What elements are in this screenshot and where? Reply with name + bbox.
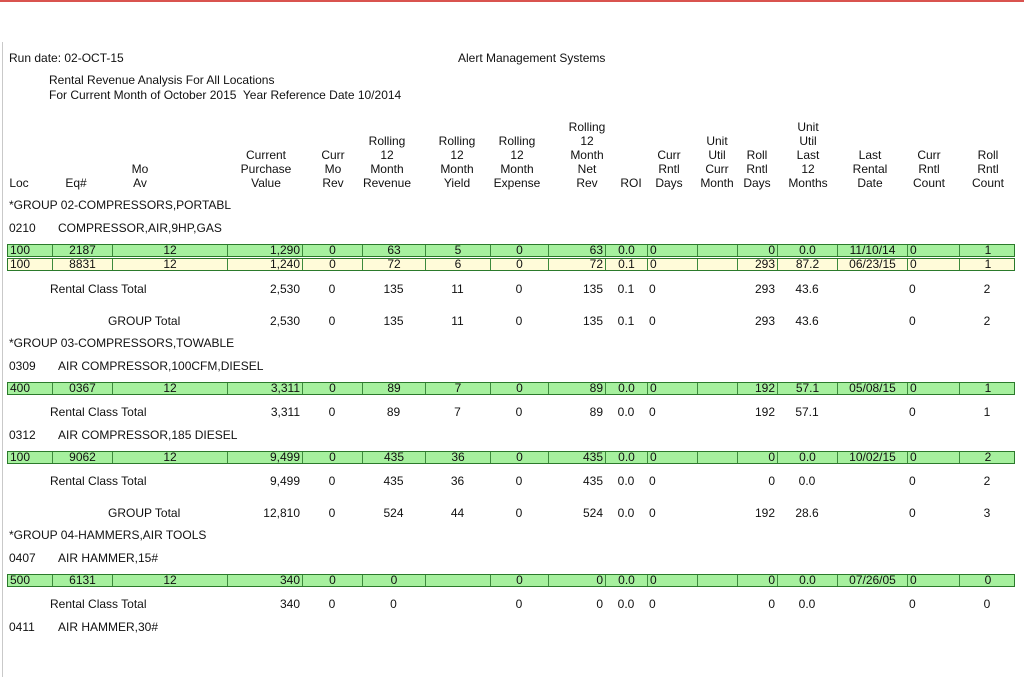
total-crc: 0 — [909, 282, 916, 296]
total-uul12: 0.0 — [798, 474, 816, 488]
class-code: 0210 — [9, 221, 36, 235]
column-header-line: Days — [655, 176, 683, 190]
column-header-line: Rntl — [918, 162, 940, 176]
column-header-line: Count — [971, 176, 1005, 190]
cell-r12net: 89 — [549, 383, 606, 394]
report-subtitle: For Current Month of October 2015 Year Reference Date 10/2014 — [49, 88, 402, 102]
cell-uucm — [698, 452, 738, 463]
total-cpv: 12,810 — [263, 506, 300, 520]
column-header-line: Unit — [797, 120, 819, 134]
column-header-line: Expense — [493, 176, 541, 190]
cell-r12exp: 0 — [491, 575, 549, 586]
column-header-line: Loc — [9, 176, 29, 190]
cell-lrd: 11/10/14 — [838, 245, 908, 256]
cell-r12net: 63 — [549, 245, 606, 256]
cell-r12yld — [426, 575, 491, 586]
column-header-line: Rolling — [498, 134, 536, 148]
cell-uul12: 0.0 — [778, 452, 838, 463]
cell-uul12: 0.0 — [778, 575, 838, 586]
table-row[interactable] — [7, 574, 1015, 587]
cell-uucm — [698, 245, 738, 256]
total-rrd: 293 — [754, 314, 775, 328]
total-rrd: 192 — [754, 405, 775, 419]
cell-cmr: 0 — [303, 383, 363, 394]
report-title: Rental Revenue Analysis For All Locations — [49, 73, 275, 87]
cell-crc: 0 — [908, 575, 960, 586]
total-r12yld: 11 — [451, 314, 464, 328]
cell-r12yld: 6 — [426, 259, 491, 270]
cell-lrd: 07/26/05 — [838, 575, 908, 586]
total-rrd: 192 — [754, 506, 775, 520]
cell-rrc: 1 — [984, 243, 992, 257]
total-roi: 0.0 — [617, 597, 635, 611]
cell-r12exp: 0 — [491, 452, 549, 463]
cell-crd: 0 — [648, 383, 698, 394]
class-code: 0411 — [9, 620, 35, 634]
total-crd: 0 — [649, 282, 656, 296]
total-crd: 0 — [649, 597, 656, 611]
column-header-line: Month — [440, 162, 474, 176]
total-rrc: 3 — [983, 506, 991, 520]
column-header-line: 12 — [801, 162, 815, 176]
total-crc: 0 — [909, 314, 916, 328]
table-row[interactable] — [7, 258, 1015, 271]
column-header-line: Rntl — [977, 162, 999, 176]
column-header-line: Rolling — [568, 120, 606, 134]
cell-lrd: 10/02/15 — [838, 452, 908, 463]
company-name: Alert Management Systems — [458, 51, 606, 65]
run-date: Run date: 02-OCT-15 — [9, 51, 124, 65]
column-header-line: Months — [788, 176, 828, 190]
total-r12yld: 36 — [450, 474, 465, 488]
column-header-line: Last — [858, 148, 882, 162]
class-code: 0312 — [9, 428, 36, 442]
total-r12rev: 89 — [386, 405, 401, 419]
total-cmr: 0 — [328, 282, 336, 296]
cell-r12net: 435 — [549, 452, 606, 463]
total-r12net: 435 — [582, 474, 603, 488]
column-header-line: Rev — [576, 176, 598, 190]
column-header-line: Yield — [443, 176, 471, 190]
cell-eq: 0367 — [53, 383, 113, 394]
cell-uul12: 87.2 — [778, 259, 838, 270]
total-cpv: 2,530 — [269, 282, 300, 296]
total-r12yld: 7 — [454, 405, 461, 419]
total-r12exp: 0 — [515, 314, 523, 328]
total-rrc: 0 — [983, 597, 991, 611]
cell-uucm — [698, 383, 738, 394]
cell-rrc: 1 — [984, 257, 992, 271]
total-cpv: 340 — [279, 597, 300, 611]
cell-r12rev: 63 — [363, 245, 426, 256]
column-header-line: Rolling — [368, 134, 406, 148]
total-label: GROUP Total — [108, 506, 181, 520]
cell-roi: 0.1 — [606, 259, 648, 270]
cell-r12exp: 0 — [491, 259, 549, 270]
class-code: 0309 — [9, 359, 36, 373]
cell-uul12: 57.1 — [778, 383, 838, 394]
class-name: AIR HAMMER,15# — [58, 551, 159, 565]
cell-rrd: 293 — [738, 259, 778, 270]
cell-r12yld: 36 — [426, 452, 491, 463]
column-header-line: 12 — [510, 148, 524, 162]
total-r12net: 0 — [596, 597, 603, 611]
cell-cmr: 0 — [303, 575, 363, 586]
total-r12rev: 435 — [383, 474, 404, 488]
cell-rrc: 1 — [984, 381, 992, 395]
cell-rrd: 192 — [738, 383, 778, 394]
group-label: *GROUP 02-COMPRESSORS,PORTABL — [9, 198, 232, 212]
column-header-line: Last — [796, 148, 820, 162]
total-label: Rental Class Total — [50, 597, 147, 611]
cell-crc: 0 — [908, 245, 960, 256]
cell-rrc: 0 — [984, 573, 992, 587]
class-name: AIR COMPRESSOR,100CFM,DIESEL — [58, 359, 264, 373]
cell-cmr: 0 — [303, 259, 363, 270]
cell-r12rev: 0 — [363, 575, 426, 586]
cell-crd: 0 — [648, 575, 698, 586]
cell-r12net: 72 — [549, 259, 606, 270]
cell-rrd: 0 — [738, 575, 778, 586]
column-header-line: Rntl — [746, 162, 768, 176]
cell-cmr: 0 — [303, 452, 363, 463]
column-header-line: ROI — [620, 176, 642, 190]
cell-loc: 100 — [8, 259, 53, 270]
cell-rrd: 0 — [738, 245, 778, 256]
total-r12exp: 0 — [515, 405, 523, 419]
cell-loc: 500 — [8, 575, 53, 586]
column-header-line: Rental — [852, 162, 888, 176]
total-r12exp: 0 — [515, 282, 523, 296]
cell-roi: 0.0 — [606, 383, 648, 394]
total-uul12: 43.6 — [795, 282, 819, 296]
column-header-line: Mo — [324, 162, 342, 176]
column-header-line: Revenue — [362, 176, 412, 190]
column-header-rrc[interactable] — [948, 148, 1024, 190]
left-frame-rule — [2, 42, 3, 677]
cell-uucm — [698, 259, 738, 270]
column-header-moav[interactable] — [100, 162, 180, 190]
cell-loc: 100 — [8, 245, 53, 256]
cell-cpv: 3,311 — [228, 383, 303, 394]
column-header-line: Util — [799, 134, 817, 148]
column-header-line: Curr — [917, 148, 941, 162]
cell-cpv: 340 — [228, 575, 303, 586]
cell-cpv: 1,240 — [228, 259, 303, 270]
total-r12yld — [427, 597, 488, 611]
column-header-line: Rntl — [658, 162, 680, 176]
cell-crc: 0 — [908, 259, 960, 270]
total-r12yld: 44 — [450, 506, 465, 520]
column-header-line: Mo — [131, 162, 149, 176]
column-header-r12exp[interactable] — [477, 134, 557, 190]
total-r12net: 524 — [582, 506, 603, 520]
cell-uucm — [698, 575, 738, 586]
column-header-line: 12 — [380, 148, 394, 162]
class-name: AIR HAMMER,30# — [58, 620, 159, 634]
total-r12rev: 135 — [383, 314, 404, 328]
total-roi: 0.0 — [617, 506, 635, 520]
total-rrd: 0 — [768, 474, 775, 488]
total-roi: 0.0 — [617, 474, 635, 488]
column-header-line: Purchase — [240, 162, 292, 176]
total-crc: 0 — [909, 597, 916, 611]
column-header-line: Count — [912, 176, 946, 190]
cell-cmr: 0 — [303, 245, 363, 256]
cell-r12rev: 435 — [363, 452, 426, 463]
class-code: 0407 — [9, 551, 36, 565]
cell-rrc: 2 — [984, 450, 992, 464]
total-crd: 0 — [649, 405, 656, 419]
column-header-line: Month — [500, 162, 534, 176]
cell-cpv: 1,290 — [228, 245, 303, 256]
total-uul12: 43.6 — [795, 314, 819, 328]
class-name: COMPRESSOR,AIR,9HP,GAS — [58, 221, 222, 235]
cell-loc: 100 — [8, 452, 53, 463]
group-label: *GROUP 04-HAMMERS,AIR TOOLS — [9, 528, 207, 542]
cell-crc: 0 — [908, 452, 960, 463]
column-header-line: Rolling — [438, 134, 476, 148]
cell-crd: 0 — [648, 245, 698, 256]
total-r12net: 135 — [582, 282, 603, 296]
column-header-line: Curr — [321, 148, 345, 162]
total-label: Rental Class Total — [50, 282, 147, 296]
cell-r12rev: 89 — [363, 383, 426, 394]
table-row[interactable] — [7, 244, 1015, 257]
cell-moav: 12 — [113, 575, 228, 586]
column-header-line: 12 — [450, 148, 464, 162]
column-header-line: Av — [133, 176, 147, 190]
total-r12net: 135 — [582, 314, 603, 328]
column-header-line: Roll — [746, 148, 768, 162]
total-uul12: 28.6 — [795, 506, 819, 520]
total-r12net: 89 — [589, 405, 603, 419]
cell-crd: 0 — [648, 259, 698, 270]
total-crc: 0 — [909, 405, 916, 419]
total-cmr: 0 — [328, 474, 336, 488]
total-r12exp: 0 — [515, 474, 523, 488]
total-crd: 0 — [649, 506, 656, 520]
cell-r12yld: 5 — [426, 245, 491, 256]
total-r12exp: 0 — [515, 597, 523, 611]
cell-loc: 400 — [8, 383, 53, 394]
class-name: AIR COMPRESSOR,185 DIESEL — [58, 428, 238, 442]
total-cmr: 0 — [328, 506, 336, 520]
total-crd: 0 — [649, 314, 656, 328]
total-roi: 0.1 — [617, 282, 635, 296]
cell-eq: 8831 — [53, 259, 113, 270]
total-r12exp: 0 — [515, 506, 523, 520]
cell-eq: 2187 — [53, 245, 113, 256]
total-roi: 0.0 — [617, 405, 635, 419]
column-header-line: Roll — [977, 148, 999, 162]
total-cmr: 0 — [328, 314, 336, 328]
total-r12rev: 135 — [383, 282, 404, 296]
cell-eq: 6131 — [53, 575, 113, 586]
column-header-line: Util — [708, 148, 726, 162]
column-header-line: Days — [743, 176, 771, 190]
cell-moav: 12 — [113, 452, 228, 463]
total-r12yld: 11 — [451, 282, 464, 296]
total-label: Rental Class Total — [50, 474, 147, 488]
column-header-line: Value — [251, 176, 281, 190]
group-label: *GROUP 03-COMPRESSORS,TOWABLE — [9, 336, 235, 350]
column-header-line: Current — [245, 148, 286, 162]
cell-roi: 0.0 — [606, 245, 648, 256]
total-rrd: 293 — [754, 282, 775, 296]
column-header-line: Month — [370, 162, 404, 176]
column-header-line: Date — [857, 176, 883, 190]
cell-r12net: 0 — [549, 575, 606, 586]
cell-r12exp: 0 — [491, 245, 549, 256]
cell-rrd: 0 — [738, 452, 778, 463]
column-header-line: Unit — [706, 134, 728, 148]
table-row[interactable] — [7, 382, 1015, 395]
total-label: Rental Class Total — [50, 405, 147, 419]
total-rrc: 1 — [983, 405, 991, 419]
column-header-line: Rev — [322, 176, 344, 190]
column-header-line: Curr — [705, 162, 729, 176]
cell-moav: 12 — [113, 383, 228, 394]
total-crc: 0 — [909, 474, 916, 488]
cell-eq: 9062 — [53, 452, 113, 463]
cell-lrd: 05/08/15 — [838, 383, 908, 394]
table-row[interactable] — [7, 451, 1015, 464]
total-r12rev: 524 — [383, 506, 404, 520]
total-cmr: 0 — [328, 405, 336, 419]
cell-cpv: 9,499 — [228, 452, 303, 463]
total-rrc: 2 — [983, 314, 991, 328]
total-cpv: 2,530 — [269, 314, 300, 328]
column-header-line: Curr — [657, 148, 681, 162]
cell-r12exp: 0 — [491, 383, 549, 394]
total-rrc: 2 — [983, 474, 991, 488]
total-r12rev: 0 — [390, 597, 397, 611]
cell-moav: 12 — [113, 245, 228, 256]
cell-roi: 0.0 — [606, 575, 648, 586]
total-uul12: 57.1 — [795, 405, 819, 419]
total-label: GROUP Total — [108, 314, 181, 328]
cell-moav: 12 — [113, 259, 228, 270]
total-roi: 0.1 — [617, 314, 635, 328]
column-header-line: Month — [700, 176, 734, 190]
cell-r12rev: 72 — [363, 259, 426, 270]
column-header-r12rev[interactable] — [347, 134, 427, 190]
cell-uul12: 0.0 — [778, 245, 838, 256]
column-header-line: Net — [577, 162, 597, 176]
column-header-line: Month — [570, 148, 604, 162]
total-cpv: 9,499 — [269, 474, 300, 488]
cell-r12yld: 7 — [426, 383, 491, 394]
total-cmr: 0 — [328, 597, 336, 611]
total-rrc: 2 — [983, 282, 991, 296]
column-header-line: Eq# — [65, 176, 87, 190]
total-cpv: 3,311 — [270, 405, 300, 419]
cell-lrd: 06/23/15 — [838, 259, 908, 270]
total-crc: 0 — [909, 506, 916, 520]
top-accent-rule — [0, 0, 1024, 2]
total-uul12: 0.0 — [798, 597, 816, 611]
cell-crd: 0 — [648, 452, 698, 463]
cell-roi: 0.0 — [606, 452, 648, 463]
total-rrd: 0 — [768, 597, 775, 611]
column-header-line: 12 — [580, 134, 594, 148]
total-crd: 0 — [649, 474, 656, 488]
cell-crc: 0 — [908, 383, 960, 394]
